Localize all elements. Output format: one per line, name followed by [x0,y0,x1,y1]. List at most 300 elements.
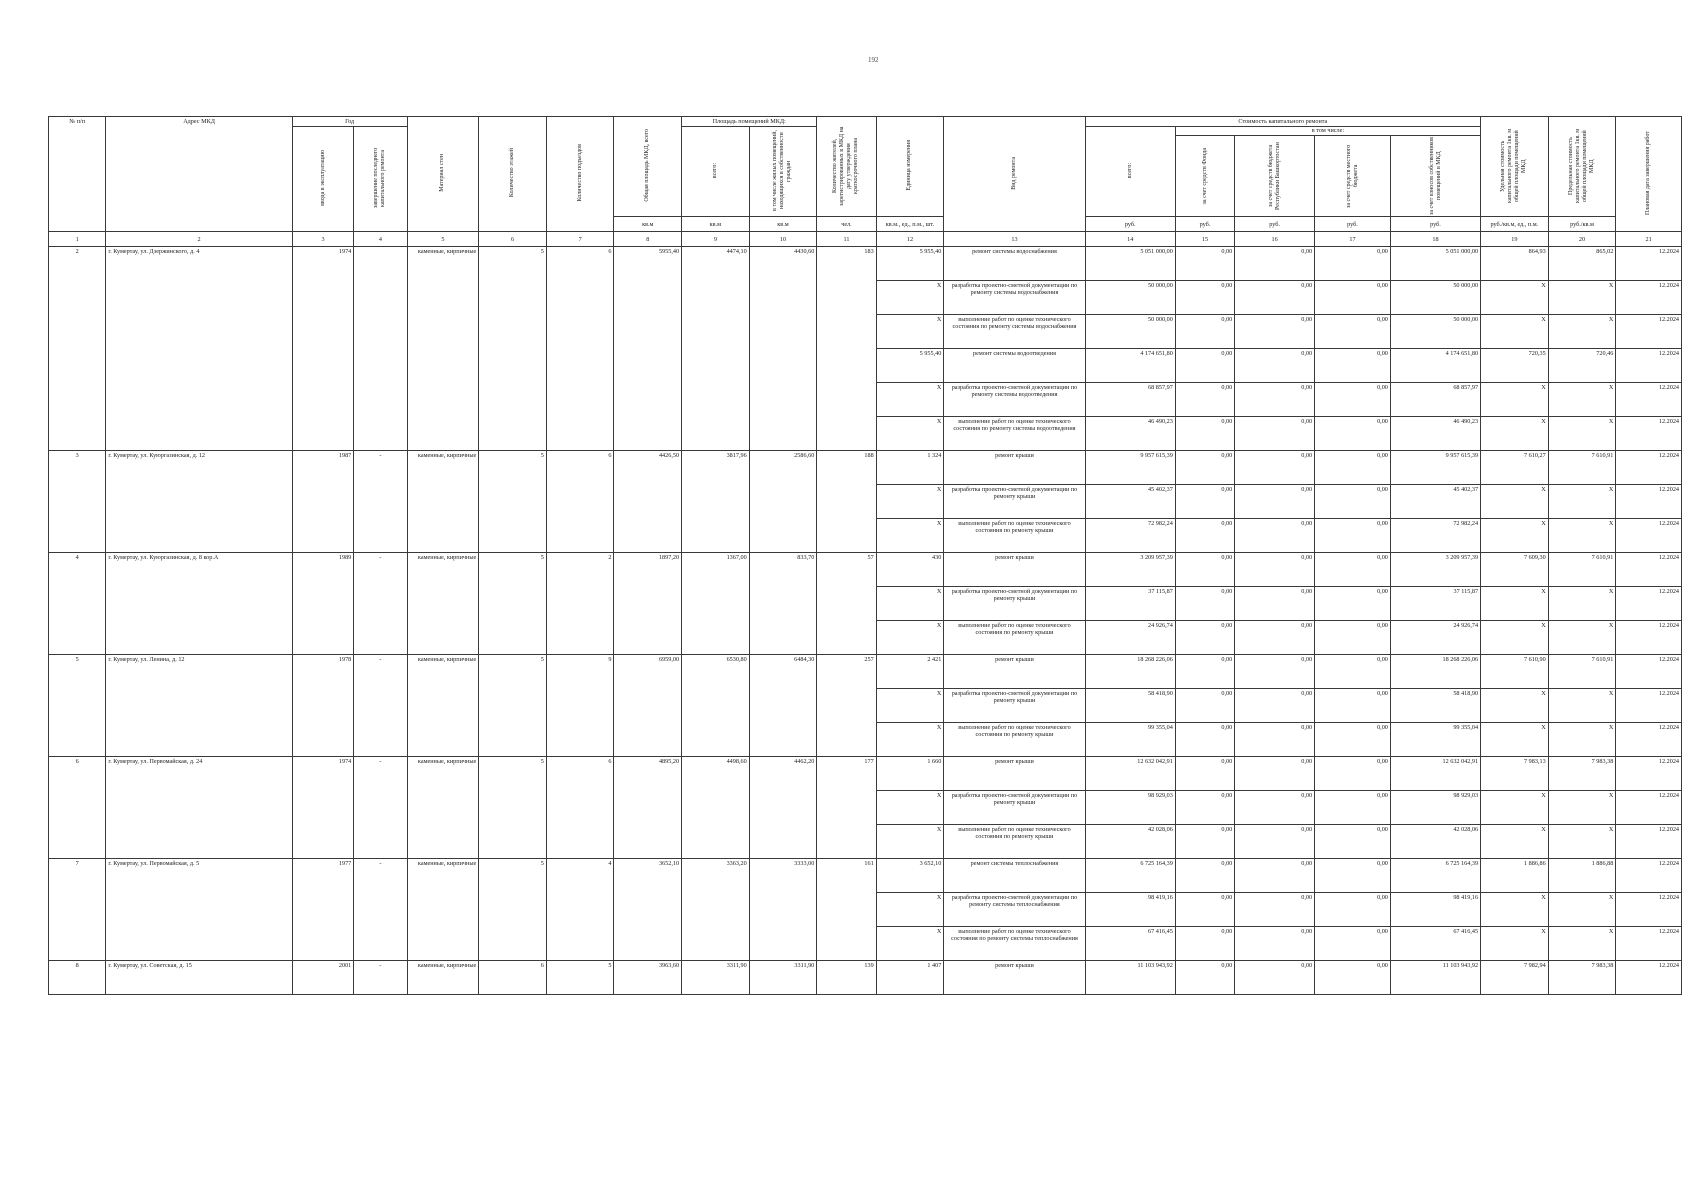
residents-count: 57 [817,553,876,655]
repair-type: выполнение работ по оценке технического состояния по ремонту системы водоотведения [944,417,1085,451]
house-address: г. Кумертау, ул. Первомайская, д. 5 [106,859,292,961]
max-cost: 7 610,91 [1548,655,1616,689]
header-max-cost: Предельная стоимость капитального ремонта 1кв. м общей площади помещений МКД [1548,117,1616,217]
cost-local: 0,00 [1315,927,1391,961]
cost-owners: 5 051 000,00 [1390,247,1480,281]
cost-total: 12 632 042,91 [1085,757,1175,791]
residential-area: 4430,60 [749,247,817,451]
column-number: 10 [749,232,817,247]
repair-type: разработка проектно-сметной документации по ремонту системы водоснабжения [944,281,1085,315]
cost-local: 0,00 [1315,689,1391,723]
plan-date: 12.2024 [1616,349,1682,383]
plan-date: 12.2024 [1616,383,1682,417]
cost-total: 46 490,23 [1085,417,1175,451]
column-number: 14 [1085,232,1175,247]
cost-total: 58 418,90 [1085,689,1175,723]
header-cost-owners: за счет взносов собственников помещений в МКД [1428,137,1442,216]
cost-owners: 46 490,23 [1390,417,1480,451]
cost-total: 99 355,04 [1085,723,1175,757]
unit-cost: X [1481,519,1549,553]
cost-republic: 0,00 [1235,349,1315,383]
premises-area: 4498,60 [682,757,750,859]
plan-date: 12.2024 [1616,281,1682,315]
total-area: 5955,40 [614,247,682,451]
house-address: г. Кумертау, ул. Советская, д. 15 [106,961,292,995]
cost-total: 98 419,16 [1085,893,1175,927]
residential-area: 2586,60 [749,451,817,553]
max-cost: 865,02 [1548,247,1616,281]
header-including: в том числе: [1176,127,1480,136]
header-premises-group: Площадь помещений МКД: [682,117,817,127]
cost-owners: 24 926,74 [1390,621,1480,655]
cost-republic: 0,00 [1235,519,1315,553]
max-cost: X [1548,723,1616,757]
header-row-1 [49,117,1682,127]
residents-count: 177 [817,757,876,859]
cost-fund: 0,00 [1175,519,1234,553]
repair-plan-table [48,116,1682,995]
year-last-repair: - [354,859,407,961]
house-address: г. Кумертау, ул. Дзержинского, д. 4 [106,247,292,451]
entrances-count: 6 [546,757,614,859]
max-cost: X [1548,281,1616,315]
max-cost: 7 610,91 [1548,451,1616,485]
work-unit: 2 421 [876,655,944,689]
repair-type: ремонт крыши [944,961,1085,995]
house-address: г. Кумертау, ул. Ленина, д. 12 [106,655,292,757]
premises-area: 6530,80 [682,655,750,757]
max-cost: 1 886,88 [1548,859,1616,893]
cost-fund: 0,00 [1175,825,1234,859]
cost-local: 0,00 [1315,791,1391,825]
cost-republic: 0,00 [1235,927,1315,961]
residents-count: 161 [817,859,876,961]
max-cost: X [1548,825,1616,859]
unit-max-cost: руб./кв.м [1548,217,1616,232]
cost-local: 0,00 [1315,723,1391,757]
cost-owners: 50 000,00 [1390,281,1480,315]
repair-type: выполнение работ по оценке технического состояния по ремонту крыши [944,621,1085,655]
house-address: г. Кумертау, ул. Куюргазинская, д. 12 [106,451,292,553]
cost-total: 3 209 957,39 [1085,553,1175,587]
cost-republic: 0,00 [1235,621,1315,655]
unit-cost: X [1481,315,1549,349]
year-commission: 1987 [292,451,353,553]
header-floors: Количество этажей [479,117,547,232]
repair-type: ремонт системы водоснабжения [944,247,1085,281]
total-area: 1897,20 [614,553,682,655]
unit-unit-cost: руб./кв.м, ед., п.м. [1481,217,1549,232]
work-unit: 1 407 [876,961,944,995]
work-unit: 5 955,40 [876,349,944,383]
header-plan-date: Плановая дата завершения работ [1616,117,1682,232]
header-wall-material: Материал стен [407,117,479,232]
row-number: 6 [49,757,106,859]
cost-owners: 45 402,37 [1390,485,1480,519]
column-number: 9 [682,232,750,247]
cost-owners: 50 000,00 [1390,315,1480,349]
column-number: 13 [944,232,1085,247]
max-cost: X [1548,383,1616,417]
header-cost-republic: за счет средств бюджета Республики Башкортостан [1235,136,1315,216]
work-unit: X [876,315,944,349]
repair-type: выполнение работ по оценке технического состояния по ремонту крыши [944,723,1085,757]
cost-local: 0,00 [1315,349,1391,383]
cost-republic: 0,00 [1235,689,1315,723]
max-cost: X [1548,519,1616,553]
column-number: 7 [546,232,614,247]
work-unit: X [876,723,944,757]
header-entrances: Количество подъездов [546,117,614,232]
floors-count: 5 [479,859,547,961]
wall-material: каменные, кирпичные [407,961,479,995]
repair-type: ремонт системы водоотведения [944,349,1085,383]
column-number: 1 [49,232,106,247]
plan-date: 12.2024 [1616,315,1682,349]
header-year-last-repair: завершение последнего капитального ремонта [354,127,407,232]
repair-type: разработка проектно-сметной документации по ремонту системы теплоснабжения [944,893,1085,927]
cost-republic: 0,00 [1235,417,1315,451]
total-area: 3963,60 [614,961,682,995]
unit-cost-fund: руб. [1175,217,1234,232]
residential-area: 3333,00 [749,859,817,961]
column-number: 12 [876,232,944,247]
wall-material: каменные, кирпичные [407,553,479,655]
cost-owners: 12 632 042,91 [1390,757,1480,791]
plan-date: 12.2024 [1616,247,1682,281]
header-premises-residential: в том числе жилых помещений, находящихся в собственности граждан [749,127,817,217]
cost-fund: 0,00 [1175,927,1234,961]
header-including-cols [1176,136,1480,216]
cost-total: 11 103 943,92 [1085,961,1175,995]
wall-material: каменные, кирпичные [407,247,479,451]
work-unit: 1 660 [876,757,944,791]
table-row [49,553,1682,587]
floors-count: 6 [479,961,547,995]
column-number: 2 [106,232,292,247]
cost-fund: 0,00 [1175,621,1234,655]
cost-total: 68 857,97 [1085,383,1175,417]
max-cost: X [1548,893,1616,927]
cost-owners: 37 115,87 [1390,587,1480,621]
unit-cost: X [1481,281,1549,315]
max-cost: X [1548,315,1616,349]
cost-total: 4 174 651,80 [1085,349,1175,383]
header-cost-total: всего: [1085,127,1175,217]
header-including-block [1175,127,1480,217]
total-area: 3652,10 [614,859,682,961]
column-number: 16 [1235,232,1315,247]
year-commission: 1978 [292,655,353,757]
residents-count: 139 [817,961,876,995]
cost-total: 18 268 226,06 [1085,655,1175,689]
header-unit: Единица измерения [876,117,944,217]
work-unit: 3 652,10 [876,859,944,893]
floors-count: 5 [479,655,547,757]
plan-date: 12.2024 [1616,451,1682,485]
work-unit: X [876,791,944,825]
plan-date: 12.2024 [1616,417,1682,451]
cost-fund: 0,00 [1175,757,1234,791]
cost-fund: 0,00 [1175,485,1234,519]
unit-cost: X [1481,791,1549,825]
unit-cost-local: руб. [1315,217,1391,232]
table-row [49,451,1682,485]
header-no: № п/п [49,117,106,232]
cost-owners: 67 416,45 [1390,927,1480,961]
cost-total: 50 000,00 [1085,281,1175,315]
max-cost: 7 983,38 [1548,757,1616,791]
year-last-repair: - [354,655,407,757]
entrances-count: 6 [546,451,614,553]
cost-fund: 0,00 [1175,315,1234,349]
cost-total: 45 402,37 [1085,485,1175,519]
cost-owners: 4 174 651,80 [1390,349,1480,383]
cost-republic: 0,00 [1235,825,1315,859]
repair-type: ремонт крыши [944,553,1085,587]
cost-republic: 0,00 [1235,655,1315,689]
column-number: 6 [479,232,547,247]
work-unit: 1 324 [876,451,944,485]
cost-republic: 0,00 [1235,281,1315,315]
premises-area: 3363,20 [682,859,750,961]
cost-local: 0,00 [1315,587,1391,621]
cost-republic: 0,00 [1235,859,1315,893]
cost-fund: 0,00 [1175,723,1234,757]
plan-date: 12.2024 [1616,553,1682,587]
unit-cost: X [1481,825,1549,859]
unit-residential: кв.м [749,217,817,232]
cost-owners: 6 725 164,39 [1390,859,1480,893]
header-year-commission: ввода в эксплуатацию [292,127,353,232]
cost-total: 50 000,00 [1085,315,1175,349]
premises-area: 3817,96 [682,451,750,553]
work-unit: 5 955,40 [876,247,944,281]
header-cost-local: за счет средств местного бюджета [1315,136,1391,216]
cost-local: 0,00 [1315,417,1391,451]
house-address: г. Кумертау, ул. Куюргазинская, д. 8 кор.А [106,553,292,655]
cost-owners: 98 419,16 [1390,893,1480,927]
cost-fund: 0,00 [1175,417,1234,451]
cost-fund: 0,00 [1175,383,1234,417]
work-unit: X [876,825,944,859]
cost-fund: 0,00 [1175,349,1234,383]
work-unit: X [876,893,944,927]
year-commission: 2001 [292,961,353,995]
cost-local: 0,00 [1315,621,1391,655]
work-unit: X [876,621,944,655]
row-number: 3 [49,451,106,553]
cost-total: 37 115,87 [1085,587,1175,621]
column-number: 15 [1175,232,1234,247]
unit-cost: 864,93 [1481,247,1549,281]
header-premises-total: всего: [682,127,750,217]
cost-local: 0,00 [1315,893,1391,927]
header-cost-group: Стоимость капитального ремонта [1085,117,1480,127]
row-number: 8 [49,961,106,995]
work-unit: X [876,281,944,315]
cost-total: 42 028,06 [1085,825,1175,859]
cost-local: 0,00 [1315,383,1391,417]
cost-local: 0,00 [1315,485,1391,519]
repair-type: разработка проектно-сметной документации по ремонту системы водоотведения [944,383,1085,417]
unit-cost: 720,35 [1481,349,1549,383]
max-cost: X [1548,587,1616,621]
cost-republic: 0,00 [1235,587,1315,621]
cost-owners: 3 209 957,39 [1390,553,1480,587]
cost-local: 0,00 [1315,553,1391,587]
repair-type: выполнение работ по оценке технического состояния по ремонту системы водоснабжения [944,315,1085,349]
wall-material: каменные, кирпичные [407,451,479,553]
year-commission: 1977 [292,859,353,961]
column-number: 18 [1390,232,1480,247]
unit-cost: 1 886,86 [1481,859,1549,893]
column-number: 4 [354,232,407,247]
work-unit: 430 [876,553,944,587]
work-unit: X [876,417,944,451]
cost-republic: 0,00 [1235,961,1315,995]
cost-owners: 99 355,04 [1390,723,1480,757]
unit-cost: X [1481,927,1549,961]
max-cost: X [1548,417,1616,451]
row-number: 4 [49,553,106,655]
cost-owners: 18 268 226,06 [1390,655,1480,689]
unit-cost: 7 982,94 [1481,961,1549,995]
repair-type: ремонт системы теплоснабжения [944,859,1085,893]
cost-local: 0,00 [1315,961,1391,995]
table-row [49,961,1682,995]
unit-residents: чел. [817,217,876,232]
repair-type: ремонт крыши [944,757,1085,791]
house-address: г. Кумертау, ул. Первомайская, д. 24 [106,757,292,859]
cost-owners: 11 103 943,92 [1390,961,1480,995]
column-numbers-row [49,232,1682,247]
repair-type: разработка проектно-сметной документации по ремонту крыши [944,485,1085,519]
premises-area: 4474,10 [682,247,750,451]
unit-cost-total: руб. [1085,217,1175,232]
max-cost: X [1548,621,1616,655]
row-number: 7 [49,859,106,961]
work-unit: X [876,689,944,723]
total-area: 6959,00 [614,655,682,757]
plan-date: 12.2024 [1616,757,1682,791]
premises-area: 3311,90 [682,961,750,995]
repair-type: ремонт крыши [944,451,1085,485]
repair-type: разработка проектно-сметной документации по ремонту крыши [944,791,1085,825]
cost-total: 24 926,74 [1085,621,1175,655]
header-repair-type: Вид ремонта [944,117,1085,232]
work-unit: X [876,927,944,961]
cost-republic: 0,00 [1235,893,1315,927]
cost-total: 72 982,24 [1085,519,1175,553]
max-cost: 7 610,91 [1548,553,1616,587]
cost-fund: 0,00 [1175,655,1234,689]
header-unit-cost: Удельная стоимость капитального ремонта 1кв. м общей площади помещений МКД [1481,117,1549,217]
year-last-repair: - [354,451,407,553]
entrances-count: 9 [546,655,614,757]
column-number: 21 [1616,232,1682,247]
entrances-count: 2 [546,553,614,655]
cost-fund: 0,00 [1175,791,1234,825]
unit-cost: X [1481,485,1549,519]
column-number: 8 [614,232,682,247]
cost-republic: 0,00 [1235,315,1315,349]
unit-cost-republic: руб. [1235,217,1315,232]
plan-date: 12.2024 [1616,485,1682,519]
floors-count: 5 [479,553,547,655]
cost-owners: 68 857,97 [1390,383,1480,417]
max-cost: 7 983,38 [1548,961,1616,995]
unit-cost: 7 983,13 [1481,757,1549,791]
cost-local: 0,00 [1315,757,1391,791]
unit-cost: X [1481,417,1549,451]
unit-premises: кв.м [682,217,750,232]
residents-count: 257 [817,655,876,757]
unit-cost: X [1481,893,1549,927]
floors-count: 5 [479,247,547,451]
column-number: 11 [817,232,876,247]
wall-material: каменные, кирпичные [407,655,479,757]
floors-count: 5 [479,757,547,859]
residential-area: 6484,30 [749,655,817,757]
column-number: 17 [1315,232,1391,247]
plan-date: 12.2024 [1616,927,1682,961]
cost-local: 0,00 [1315,655,1391,689]
repair-type: ремонт крыши [944,655,1085,689]
max-cost: X [1548,689,1616,723]
cost-republic: 0,00 [1235,723,1315,757]
wall-material: каменные, кирпичные [407,757,479,859]
cost-republic: 0,00 [1235,757,1315,791]
repair-type: выполнение работ по оценке технического состояния по ремонту системы теплоснабжения [944,927,1085,961]
unit-cost: X [1481,621,1549,655]
plan-date: 12.2024 [1616,621,1682,655]
work-unit: X [876,485,944,519]
table-row [49,655,1682,689]
plan-date: 12.2024 [1616,791,1682,825]
unit-cost-owners: руб. [1390,217,1480,232]
cost-fund: 0,00 [1175,247,1234,281]
unit-cost: X [1481,689,1549,723]
unit-measure: кв.м., ед., п.м., шт. [876,217,944,232]
cost-owners: 42 028,06 [1390,825,1480,859]
year-commission: 1989 [292,553,353,655]
cost-local: 0,00 [1315,859,1391,893]
cost-local: 0,00 [1315,281,1391,315]
cost-local: 0,00 [1315,519,1391,553]
cost-republic: 0,00 [1235,553,1315,587]
work-unit: X [876,587,944,621]
column-number: 19 [1481,232,1549,247]
cost-owners: 72 982,24 [1390,519,1480,553]
column-number: 20 [1548,232,1616,247]
cost-local: 0,00 [1315,315,1391,349]
unit-cost: X [1481,587,1549,621]
plan-date: 12.2024 [1616,961,1682,995]
unit-cost: 7 610,90 [1481,655,1549,689]
cost-owners: 9 957 615,39 [1390,451,1480,485]
year-commission: 1974 [292,757,353,859]
cost-total: 6 725 164,39 [1085,859,1175,893]
max-cost: X [1548,485,1616,519]
total-area: 4895,20 [614,757,682,859]
cost-total: 5 051 000,00 [1085,247,1175,281]
work-unit: X [876,519,944,553]
cost-fund: 0,00 [1175,553,1234,587]
plan-date: 12.2024 [1616,655,1682,689]
residential-area: 833,70 [749,553,817,655]
plan-date: 12.2024 [1616,689,1682,723]
